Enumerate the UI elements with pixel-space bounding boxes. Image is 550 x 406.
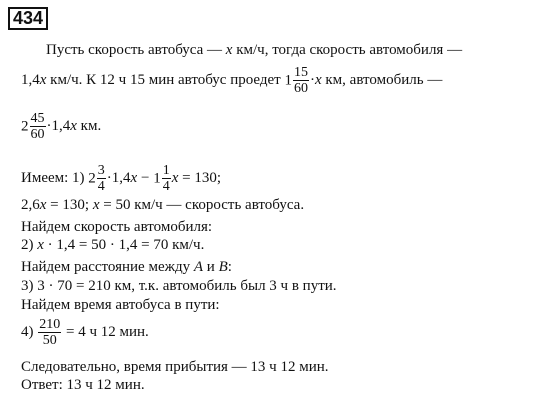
text-segment: Пусть скорость автобуса — xyxy=(46,42,226,58)
text-line xyxy=(21,277,337,295)
math-variable: A xyxy=(193,259,204,275)
text-segment: · 1,4 = 50 · 1,4 = 70 км/ч. xyxy=(43,237,205,253)
text-segment: 1,4 xyxy=(21,71,40,88)
text-segment: − xyxy=(137,169,154,186)
math-variable: x xyxy=(39,197,47,213)
text-segment: = 130; xyxy=(178,169,221,186)
math-variable: x xyxy=(171,169,179,186)
text-segment: Следовательно, время прибытия — 13 ч 12 мин. xyxy=(21,359,329,375)
fraction-numerator: 15 xyxy=(293,65,308,80)
text-line xyxy=(21,358,329,376)
text-line xyxy=(46,41,462,59)
text-segment: Имеем: 1) xyxy=(21,169,89,186)
fraction-numerator: 210 xyxy=(39,317,61,332)
text-line xyxy=(21,218,212,236)
text-line xyxy=(21,258,232,276)
fraction-denominator: 4 xyxy=(97,179,105,194)
problem-number: 434 xyxy=(8,7,48,30)
text-segment: = 130; xyxy=(46,197,93,213)
fraction-denominator: 60 xyxy=(30,127,45,142)
math-variable: x xyxy=(130,169,138,186)
text-segment: ·1,4 xyxy=(46,117,71,134)
text-segment: км, автомобиль — xyxy=(321,71,443,88)
fraction-denominator: 4 xyxy=(162,179,170,194)
text-line xyxy=(21,376,145,394)
fraction xyxy=(38,317,61,348)
text-segment: и xyxy=(203,259,219,275)
text-segment: км/ч, тогда скорость автомобиля — xyxy=(232,42,463,58)
math-variable: x xyxy=(314,71,322,88)
fraction-numerator: 3 xyxy=(97,163,105,178)
text-segment: 2) xyxy=(21,237,38,253)
math-variable: x xyxy=(70,117,77,134)
text-segment: Найдем расстояние между xyxy=(21,259,194,275)
mixed-number-whole: 1 xyxy=(284,72,292,89)
text-segment: км/ч. К 12 ч 15 мин автобус проедет xyxy=(46,71,285,88)
text-line xyxy=(21,236,204,254)
math-variable: x xyxy=(39,71,47,88)
math-variable: x xyxy=(37,237,44,253)
fraction-numerator: 45 xyxy=(30,111,45,126)
fraction xyxy=(30,111,46,142)
fraction-numerator: 1 xyxy=(162,163,170,178)
text-segment: = 4 ч 12 мин. xyxy=(62,323,149,340)
mixed-number-whole: 2 xyxy=(88,170,96,187)
mixed-number-whole: 2 xyxy=(21,118,29,135)
text-segment: 2,6 xyxy=(21,197,40,213)
fraction xyxy=(293,65,309,96)
text-line xyxy=(21,163,221,194)
math-variable: x xyxy=(92,197,100,213)
fraction xyxy=(162,163,171,194)
text-segment: 3) 3 · 70 = 210 км, т.к. автомобиль был 3 ч в пути. xyxy=(21,278,337,294)
text-line xyxy=(21,317,149,348)
text-segment: · xyxy=(309,71,315,88)
text-line xyxy=(21,196,304,214)
text-line xyxy=(21,111,101,142)
text-segment: км. xyxy=(76,117,102,134)
fraction-denominator: 60 xyxy=(293,81,308,96)
text-segment: : xyxy=(227,259,232,275)
text-line xyxy=(21,65,442,96)
fraction-denominator: 50 xyxy=(42,333,57,348)
math-variable: B xyxy=(218,259,228,275)
fraction xyxy=(97,163,106,194)
text-segment: 4) xyxy=(21,323,38,340)
text-line xyxy=(21,296,220,314)
math-variable: x xyxy=(225,42,233,58)
mixed-number-whole: 1 xyxy=(153,170,161,187)
text-segment: Найдем время автобуса в пути: xyxy=(21,297,220,313)
text-segment: = 50 км/ч — скорость автобуса. xyxy=(99,197,305,213)
text-segment: ·1,4 xyxy=(106,169,131,186)
text-segment: Ответ: 13 ч 12 мин. xyxy=(21,377,145,393)
text-segment: Найдем скорость автомобиля: xyxy=(21,219,213,235)
